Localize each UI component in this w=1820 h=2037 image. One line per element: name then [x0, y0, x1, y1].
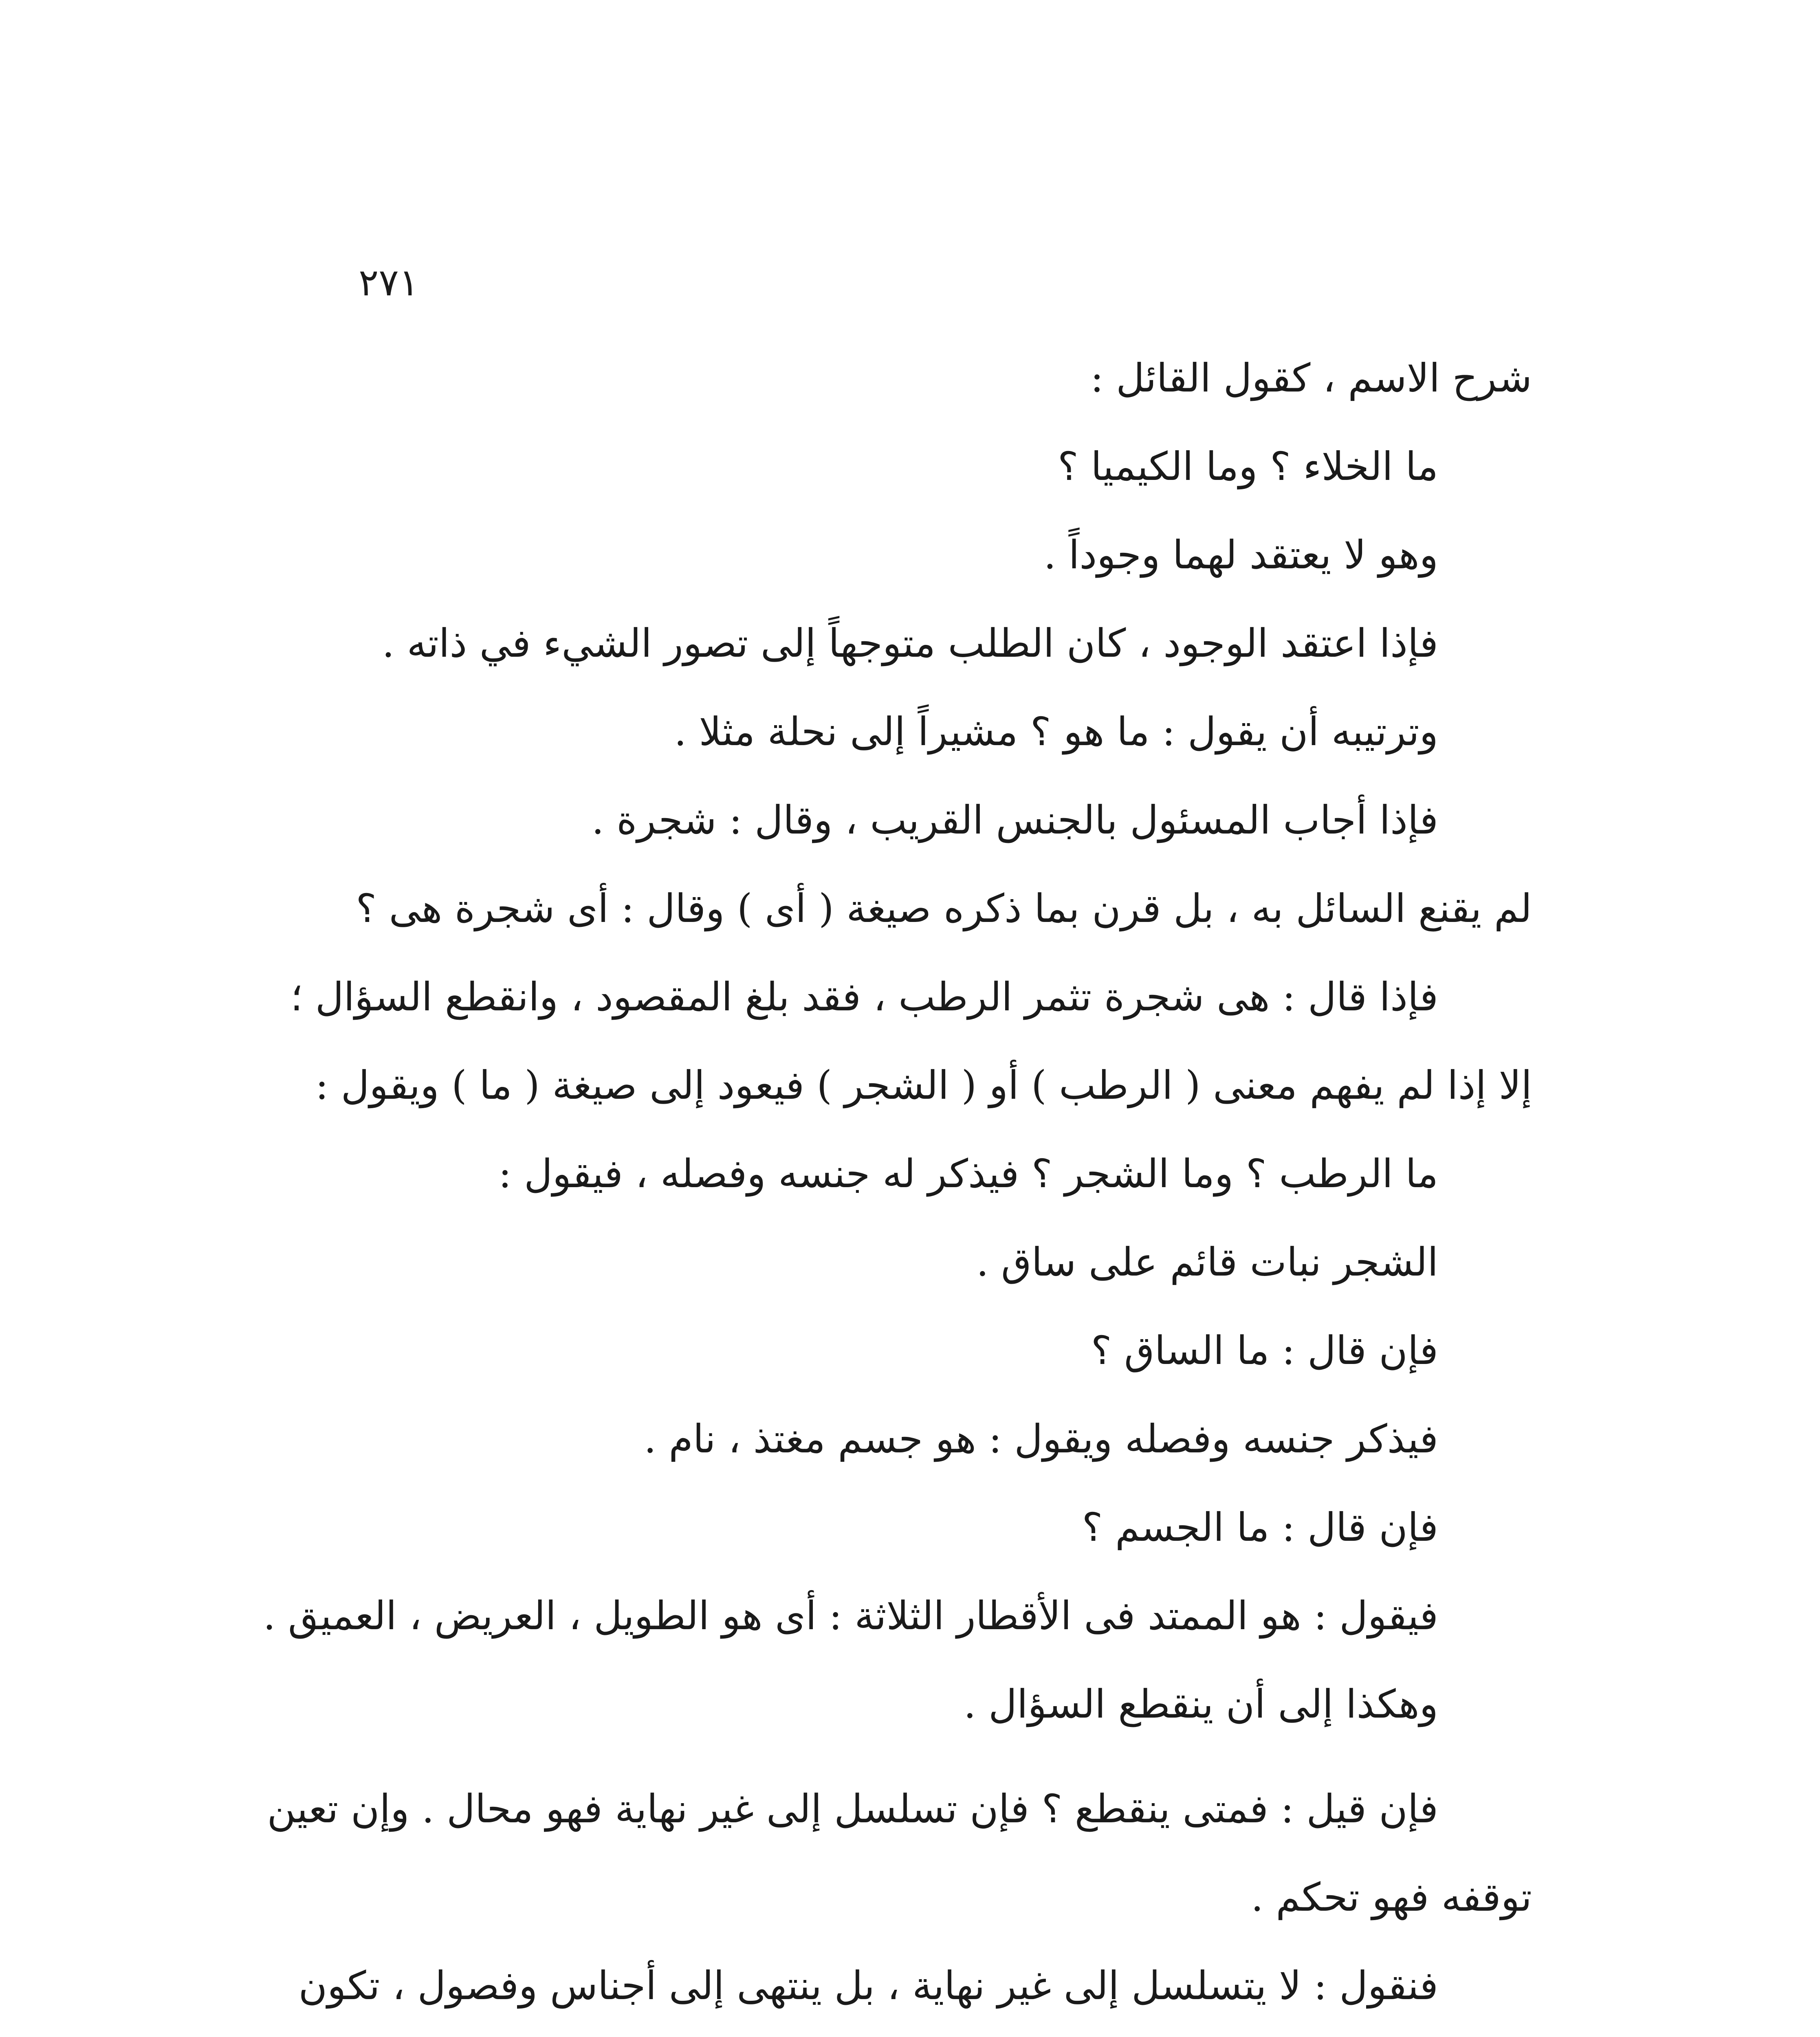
text-line: فإن قال : ما الساق ؟ [1091, 1328, 1438, 1373]
text-line: وهكذا إلى أن ينقطع السؤال . [964, 1681, 1438, 1727]
text-line: لم يقنع السائل به ، بل قرن بما ذكره صيغة ( أى ) وقال : أى شجرة هى ؟ [356, 886, 1532, 931]
text-line: إلا إذا لم يفهم معنى ( الرطب ) أو ( الشجر ) فيعود إلى صيغة ( ما ) ويقول : [315, 1062, 1532, 1108]
text-line: فإذا أجاب المسئول بالجنس القريب ، وقال : شجرة . [592, 797, 1438, 843]
text-line: فإن قيل : فمتى ينقطع ؟ فإن تسلسل إلى غير نهاية فهو محال . وإن تعين [267, 1786, 1438, 1832]
text-line: فيذكر جنسه وفصله ويقول : هو جسم مغتذ ، نام . [644, 1416, 1438, 1462]
text-line: توقفه فهو تحكم . [1251, 1874, 1532, 1920]
text-line: فإذا اعتقد الوجود ، كان الطلب متوجهاً إلى تصور الشيء في ذاته . [382, 620, 1438, 666]
text-line: فنقول : لا يتسلسل إلى غير نهاية ، بل ينتهى إلى أجناس وفصول ، تكون [298, 1963, 1438, 2008]
text-line: فيقول : هو الممتد فى الأقطار الثلاثة : أى هو الطويل ، العريض ، العميق . [263, 1593, 1438, 1639]
text-line: ما الخلاء ؟ وما الكيميا ؟ [1057, 444, 1438, 489]
text-line [359, 2030, 1532, 2037]
text-line: شرح الاسم ، كقول القائل : [1090, 355, 1532, 401]
text-line: فإن قال : ما الجسم ؟ [1082, 1505, 1438, 1550]
text-line: وترتيبه أن يقول : ما هو ؟ مشيراً إلى نحلة مثلا . [674, 709, 1438, 755]
text-line: ما الرطب ؟ وما الشجر ؟ فيذكر له جنسه وفصله ، فيقول : [498, 1151, 1438, 1197]
page-number: ٢٧١ [359, 261, 419, 304]
text-line: فإذا قال : هى شجرة تثمر الرطب ، فقد بلغ المقصود ، وانقطع السؤال ؛ [290, 974, 1438, 1020]
text-line: وهو لا يعتقد لهما وجوداً . [1043, 532, 1438, 578]
text-line: الشجر نبات قائم على ساق . [976, 1239, 1438, 1285]
text-body [263, 334, 1532, 2037]
